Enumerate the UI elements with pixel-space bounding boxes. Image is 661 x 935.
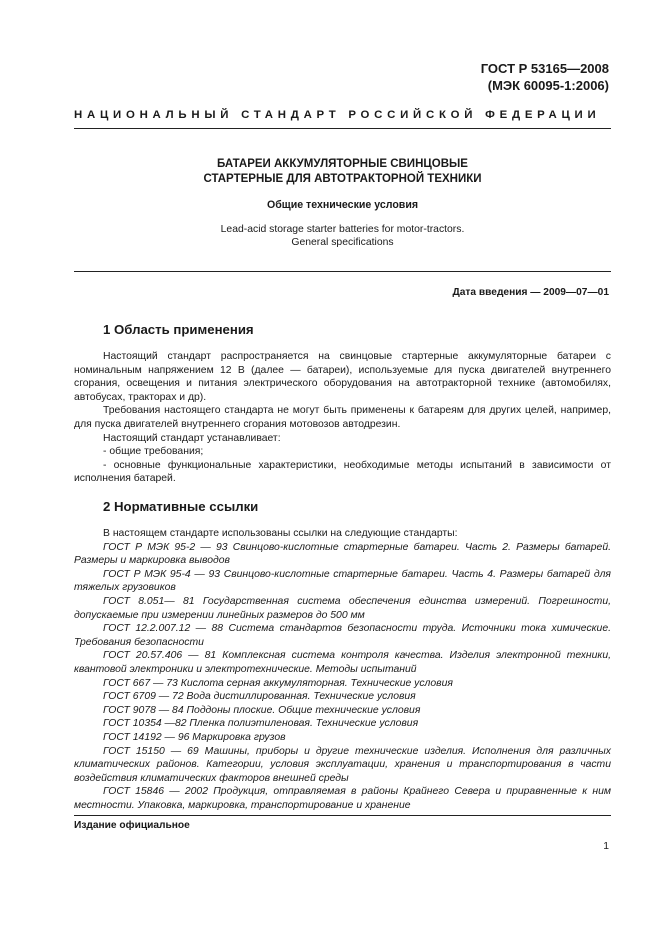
reference-item: ГОСТ 14192 — 96 Маркировка грузов bbox=[103, 731, 286, 743]
national-standard-heading: НАЦИОНАЛЬНЫЙ СТАНДАРТ РОССИЙСКОЙ ФЕДЕРАЦИИ bbox=[74, 109, 601, 121]
section-1-paragraph: Настоящий стандарт распространяется на свинцовые стартерные аккумуляторные батареи с номинальным напряжением 12 В (далее — батареи), используемые для пуска двигателей внутреннего сгорания, освещения и питания электрического оборудования на автотракторной технике (автомобилях, автобусах, тракторах и др). bbox=[74, 351, 611, 403]
standard-code: ГОСТ Р 53165—2008 bbox=[480, 61, 609, 76]
section-2-intro: В настоящем стандарте использованы ссылки на следующие стандарты: bbox=[103, 528, 458, 539]
english-title-line-2: General specifications bbox=[291, 237, 394, 248]
section-1-paragraph: Требования настоящего стандарта не могут быть применены к батареям для других целей, например, для пуска двигателей внутреннего сгорания мотовозов автодрезин. bbox=[74, 405, 611, 430]
introduction-date: Дата введения — 2009—07—01 bbox=[452, 287, 609, 298]
reference-item: ГОСТ 15150 — 69 Машины, приборы и другие технические изделия. Исполнения для различных климатических районов. Категории, условия эксплуатации, хранения и транспортирования в части воздействия климатических факторов внешней среды bbox=[74, 745, 611, 784]
reference-item: ГОСТ 15846 — 2002 Продукция, отправляемая в районы Крайнего Севера и приравненные к ним местности. Упаковка, маркировка, транспортирование и хранение bbox=[74, 786, 611, 811]
english-title-line-1: Lead-acid storage starter batteries for motor-tractors. bbox=[220, 224, 465, 235]
official-edition-label: Издание официальное bbox=[74, 820, 190, 831]
document-title-line-1: БАТАРЕИ АККУМУЛЯТОРНЫЕ СВИНЦОВЫЕ bbox=[217, 158, 468, 170]
reference-item: ГОСТ Р МЭК 95-2 — 93 Свинцово-кислотные стартерные батареи. Часть 2. Размеры батарей. Размеры и маркировка выводов bbox=[74, 541, 611, 567]
section-1-list-item: - основные функциональные характеристики, необходимые методы испытаний в зависимости от исполнения батарей. bbox=[74, 459, 611, 485]
reference-item: ГОСТ 20.57.406 — 81 Комплексная система контроля качества. Изделия электронной техники, квантовой электроники и электротехнические. Методы испытаний bbox=[74, 650, 611, 675]
section-1-body bbox=[74, 350, 611, 486]
document-title-line-2: СТАРТЕРНЫЕ ДЛЯ АВТОТРАКТОРНОЙ ТЕХНИКИ bbox=[203, 173, 482, 185]
section-1-list-item: - общие требования; bbox=[103, 446, 204, 458]
section-1-heading: 1 Область применения bbox=[103, 322, 254, 337]
reference-item: ГОСТ 8.051— 81 Государственная система обеспечения единства измерений. Погрешности, допускаемые при измерении линейных размеров до 500 мм bbox=[74, 595, 611, 621]
section-1-paragraph: Настоящий стандарт устанавливает: bbox=[103, 432, 281, 444]
footer-rule bbox=[74, 815, 611, 816]
page-number: 1 bbox=[603, 841, 609, 852]
international-standard-code: (МЭК 60095-1:2006) bbox=[487, 78, 609, 93]
section-2-heading: 2 Нормативные ссылки bbox=[103, 499, 259, 514]
section-2-body bbox=[74, 527, 611, 812]
reference-item: ГОСТ 6709 — 72 Вода дистиллированная. Технические условия bbox=[103, 691, 416, 703]
reference-item: ГОСТ 10354 —82 Пленка полиэтиленовая. Технические условия bbox=[103, 718, 419, 730]
reference-item: ГОСТ 9078 — 84 Поддоны плоские. Общие технические условия bbox=[103, 704, 421, 716]
document-subtitle: Общие технические условия bbox=[266, 199, 419, 211]
title-rule bbox=[74, 271, 611, 272]
reference-item: ГОСТ 12.2.007.12 — 88 Система стандартов безопасности труда. Источники тока химические. Требования безопасности bbox=[74, 623, 611, 648]
reference-item: ГОСТ 667 — 73 Кислота серная аккумуляторная. Технические условия bbox=[103, 677, 453, 689]
reference-item: ГОСТ Р МЭК 95-4 — 93 Свинцово-кислотные стартерные батареи. Часть 4. Размеры батарей для тяжелых грузовиков bbox=[74, 568, 611, 594]
header-rule bbox=[74, 128, 611, 129]
